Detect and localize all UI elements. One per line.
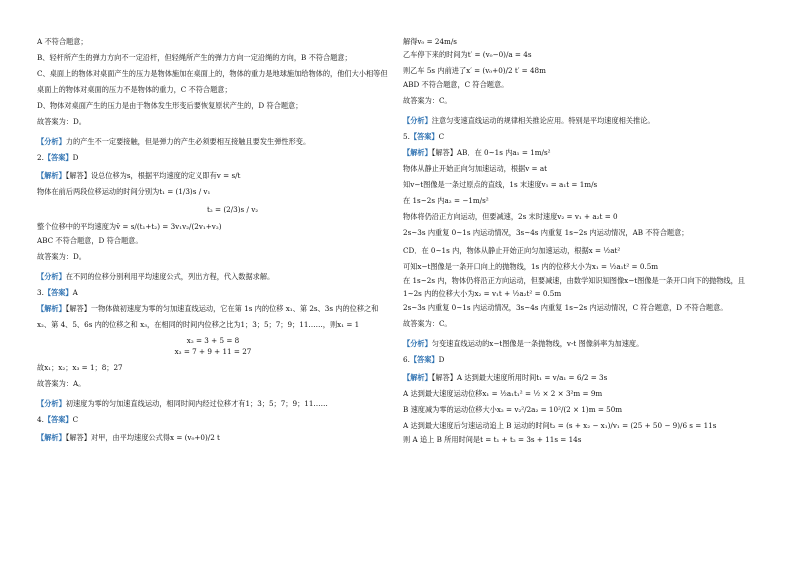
question-number: 3.: [37, 288, 44, 297]
solution-tag: 【解析】: [37, 304, 66, 313]
answer-tag: 【答案】: [409, 355, 439, 364]
text-line: 1~2s 内的位移大小为x₂ = v₁t + ½a₂t² = 0.5m: [403, 289, 562, 298]
analysis-text: 初速度为零的匀加速直线运动，相同时间内经过位移才有1；3；5；7；9；11……: [65, 399, 328, 408]
question-header: [37, 414, 389, 425]
text-line: D、物体对桌面产生的压力是由于物体发生形变后要恢复原状产生的，D 符合题意；: [37, 101, 303, 110]
answer-tag: 【答案】: [43, 288, 73, 297]
text-line: 2s~3s 内重复 0~1s 内运动情况，3s~4s 内重复 1s~2s 内运动情况，C 符合题意，D 不符合题意。: [403, 303, 728, 312]
text-line: 整个位移中的平均速度为v̄ = s/(t₁+t₂) = 3v₁v₂/(2v₁+v₂): [37, 222, 222, 231]
question-header: [37, 152, 389, 163]
text-line: 物体从静止开始正向匀加速运动，根据v = at: [403, 164, 548, 173]
text-line: 2s~3s 内重复 0~1s 内运动情况，3s~4s 内重复 1s~2s 内运动情况，AB 不符合题意；: [403, 228, 689, 237]
solution-line: [403, 147, 755, 158]
question-number: 5.: [403, 132, 410, 141]
left-column: [37, 36, 389, 446]
solution-line: [403, 370, 755, 386]
text-line: 可知x−t图像是一条开口向上的抛物线，1s 内的位移大小为x₁ = ½a₁t² = 0.5m: [403, 262, 659, 271]
right-column: [403, 36, 755, 445]
question-header: [37, 287, 389, 298]
text-line: 物体将仍沿正方向运动，但要减速，2s 末时速度v₂ = v₁ + a₂t = 0: [403, 212, 618, 221]
answer-tag: 【答案】: [43, 415, 73, 424]
text-line: A 达到最大速度运动位移x₁ = ½a₁t₁² = ½ × 2 × 3²m = 9m: [403, 389, 603, 398]
solution-line: [37, 168, 389, 184]
analysis-text: 在不同的位移分别利用平均速度公式，列出方程，代入数据求解。: [65, 272, 275, 281]
solution-tag: 【解析】: [37, 433, 66, 442]
analysis-tag: 【分析】: [403, 339, 432, 348]
text-line: 知v−t图像是一条过原点的直线，1s 末速度v₁ = a₁t = 1m/s: [403, 180, 598, 189]
answer-value: A: [72, 288, 78, 297]
solution-text: 【解答】对甲，由平均速度公式得x = (v₀+0)/2 t: [65, 433, 220, 442]
text-line: 物体在前后两段位移运动的时间分别为t₁ = (1/3)s / v₁: [37, 187, 211, 196]
text-line: 在 1s~2s 内，物体仍将沿正方向运动，但要减速，由数学知识知图像x−t图像是一条开口向下的抛物线，且: [403, 276, 745, 285]
solution-tag: 【解析】: [37, 171, 66, 180]
analysis-tag: 【分析】: [37, 399, 66, 408]
answer-tag: 【答案】: [409, 132, 439, 141]
text-line: 故答案为：D。: [37, 117, 86, 126]
text-line: 故答案为：C。: [403, 319, 452, 328]
formula-line: t₂ = (2/3)s / v₂: [207, 205, 259, 214]
solution-tag: 【解析】: [403, 373, 432, 382]
text-line: ABD 不符合题意，C 符合题意。: [403, 80, 509, 89]
solution-line: [37, 303, 389, 314]
answer-value: C: [72, 415, 79, 424]
solution-text: 【解答】设总位移为s，根据平均速度的定义即有v = s/t: [65, 171, 241, 180]
text-line: 解得v₀ = 24m/s: [403, 37, 457, 46]
text-line: 桌面上的物体对桌面的压力不是物体的重力，C 不符合题意；: [37, 85, 232, 94]
text-line: CD．在 0~1s 内，物体从静止开始正向匀加速运动，根据x = ½at²: [403, 246, 621, 255]
text-line: 故答案为：D。: [37, 252, 86, 261]
answer-value: D: [438, 355, 445, 364]
analysis-line: [403, 338, 755, 349]
text-line: A 不符合题意；: [37, 37, 88, 46]
text-line: 乙车停下来的时间为t′ = (v₀−0)/a = 4s: [403, 50, 532, 59]
text-line: 则乙车 5s 内前进了x′ = (v₀+0)/2 t′ = 48m: [403, 66, 546, 75]
answer-value: C: [438, 132, 445, 141]
formula-line: x₃ = 7 + 9 + 11 = 27: [174, 347, 252, 356]
text-line: x₂、第 4、5、6s 内的位移之和 x₃，在相同的时间内位移之比为1；3；5；7；9；11……，则x₁ = 1: [37, 320, 360, 329]
text-line: A 达到最大速度后匀速运动追上 B 运动的时间t₂ = (s + x₂ − x₁)/v₁ = (25 + 50 − 9)/6 s = 11s: [403, 421, 717, 430]
solution-line: [37, 430, 389, 446]
question-number: 2.: [37, 153, 44, 162]
analysis-line: [37, 271, 389, 282]
solution-text: 【解答】一物体做初速度为零的匀加速直线运动，它在第 1s 内的位移 x₁、第 2s、3s 内的位移之和: [65, 304, 379, 313]
text-line: B、轻杆所产生的弹力方向不一定沿杆，但轻绳所产生的弹力方向一定沿绳的方向，B 不符合题意；: [37, 53, 352, 62]
analysis-line: [37, 136, 389, 147]
answer-tag: 【答案】: [43, 153, 73, 162]
question-number: 6.: [403, 355, 410, 364]
solution-tag: 【解析】: [403, 148, 432, 157]
text-line: 故答案为：A。: [37, 379, 86, 388]
analysis-line: [37, 398, 389, 409]
solution-text: 【解答】A 达到最大速度所用时间t₁ = v/a₁ = 6/2 = 3s: [431, 373, 608, 382]
question-header: [403, 131, 755, 142]
solution-text: 【解答】AB．在 0~1s 内a₁ = 1m/s²: [431, 148, 551, 157]
question-header: [403, 354, 755, 365]
analysis-tag: 【分析】: [37, 137, 66, 146]
question-number: 4.: [37, 415, 44, 424]
analysis-text: 匀变速直线运动的x−t图像是一条抛物线，v-t 图像斜率为加速度。: [431, 339, 644, 348]
answer-value: D: [72, 153, 79, 162]
text-line: 则 A 追上 B 所用时间是t = t₁ + t₂ = 3s + 11s = 14s: [403, 435, 582, 444]
text-line: 在 1s~2s 内a₂ = −1m/s²: [403, 196, 489, 205]
analysis-text: 注意匀变速直线运动的规律相关推论应用。特别是平均速度相关推论。: [431, 116, 655, 125]
analysis-line: [403, 115, 755, 126]
analysis-text: 力的产生不一定要接触，但是弹力的产生必须要相互接触且要发生弹性形变。: [65, 137, 311, 146]
text-line: 故x₁；x₂；x₃ = 1；8；27: [37, 363, 123, 372]
text-line: ABC 不符合题意，D 符合题意。: [37, 236, 143, 245]
text-line: B 速度减为零的运动位移大小x₂ = v₂²/2a₂ = 10²/(2 × 1)m = 50m: [403, 405, 623, 414]
analysis-tag: 【分析】: [403, 116, 432, 125]
analysis-tag: 【分析】: [37, 272, 66, 281]
text-line: 故答案为：C。: [403, 96, 452, 105]
text-line: C、桌面上的物体对桌面产生的压力是物体施加在桌面上的，物体的重力是地球施加给物体的，他们大小相等但: [37, 69, 388, 78]
formula-line: x₂ = 3 + 5 = 8: [186, 336, 240, 345]
